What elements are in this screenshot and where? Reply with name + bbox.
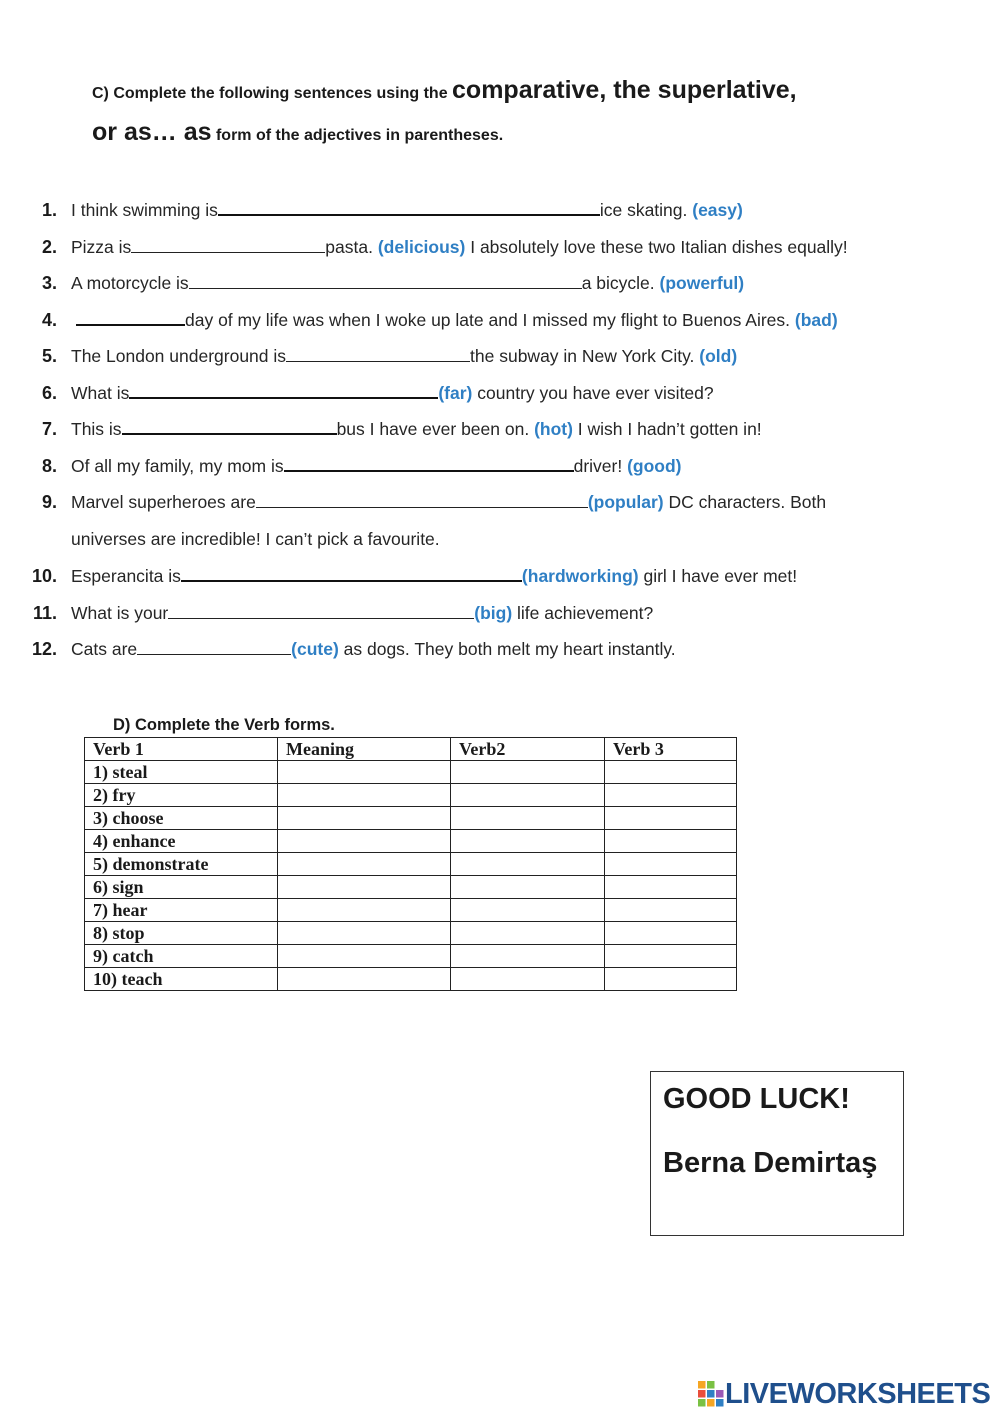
question-2	[0, 237, 1000, 267]
question-text-rest: I absolutely love these two Italian dishes equally!	[465, 237, 848, 257]
question-text-rest: country you have ever visited?	[472, 383, 714, 403]
question-1	[0, 200, 1000, 230]
answer-blank[interactable]	[122, 433, 337, 435]
verb3-cell[interactable]	[605, 945, 737, 968]
adjective-hint: (cute)	[291, 639, 339, 659]
question-text-after: driver!	[573, 456, 628, 476]
table-row	[85, 830, 737, 853]
question-text-before: This is	[71, 419, 122, 439]
question-text-rest: DC characters. Both	[663, 492, 827, 512]
answer-blank[interactable]	[137, 654, 291, 655]
verb1-cell: 2) fry	[85, 784, 278, 807]
table-row	[85, 876, 737, 899]
adjective-hint: (old)	[699, 346, 738, 366]
answer-blank[interactable]	[168, 618, 474, 619]
question-text-after: the subway in New York City.	[470, 346, 700, 366]
question-number: 10.	[31, 566, 57, 586]
question-text-before: The London underground is	[71, 346, 287, 366]
verb1-cell: 10) teach	[85, 968, 278, 991]
meaning-cell[interactable]	[278, 922, 451, 945]
section-c-title-part4: form of the adjectives in parentheses.	[211, 127, 504, 144]
adjective-hint: (easy)	[692, 200, 743, 220]
question-7	[0, 419, 1000, 449]
liveworksheets-logo-text: LIVEWORKSHEETS	[725, 1378, 991, 1410]
verb2-cell[interactable]	[451, 922, 605, 945]
verb2-cell[interactable]	[451, 945, 605, 968]
question-text-before: Esperancita is	[71, 566, 181, 586]
question-3	[0, 273, 1000, 303]
question-number: 5.	[41, 346, 57, 366]
question-number: 2.	[41, 237, 57, 257]
header-verb2: Verb2	[451, 738, 605, 761]
meaning-cell[interactable]	[278, 830, 451, 853]
verb2-cell[interactable]	[451, 830, 605, 853]
question-number: 4.	[41, 310, 57, 330]
answer-blank[interactable]	[129, 397, 438, 399]
verb2-cell[interactable]	[451, 968, 605, 991]
question-text-line2: universes are incredible! I can’t pick a favourite.	[71, 529, 440, 549]
verb3-cell[interactable]	[605, 830, 737, 853]
question-number: 7.	[41, 419, 57, 439]
question-text-rest: girl I have ever met!	[638, 566, 798, 586]
question-text-after: bus I have ever been on.	[336, 419, 535, 439]
adjective-hint: (bad)	[794, 310, 838, 330]
question-9	[0, 492, 1000, 522]
table-header-row	[85, 738, 737, 761]
table-row	[85, 899, 737, 922]
verb2-cell[interactable]	[451, 899, 605, 922]
answer-blank[interactable]	[218, 214, 600, 216]
question-text-rest: life achievement?	[512, 603, 654, 623]
meaning-cell[interactable]	[278, 784, 451, 807]
verb3-cell[interactable]	[605, 876, 737, 899]
answer-blank[interactable]	[284, 470, 574, 472]
verb3-cell[interactable]	[605, 853, 737, 876]
question-4	[0, 310, 1000, 340]
answer-blank[interactable]	[131, 252, 325, 253]
verb1-cell: 1) steal	[85, 761, 278, 784]
section-c-title-line2	[92, 118, 503, 147]
question-number: 6.	[41, 383, 57, 403]
question-number: 9.	[41, 492, 57, 512]
question-number: 12.	[31, 639, 57, 659]
section-d-title: D) Complete the Verb forms.	[113, 716, 335, 734]
answer-blank[interactable]	[256, 507, 588, 508]
question-text-after: ice skating.	[599, 200, 693, 220]
section-c-title-part2: comparative, the superlative,	[452, 76, 797, 104]
meaning-cell[interactable]	[278, 807, 451, 830]
verb1-cell: 5) demonstrate	[85, 853, 278, 876]
author-name: Berna Demirtaş	[663, 1147, 878, 1179]
verb2-cell[interactable]	[451, 784, 605, 807]
answer-blank[interactable]	[76, 324, 185, 326]
adjective-hint: (delicious)	[377, 237, 466, 257]
question-text-before: Marvel superheroes are	[71, 492, 256, 512]
table-row	[85, 968, 737, 991]
verb2-cell[interactable]	[451, 761, 605, 784]
answer-blank[interactable]	[181, 580, 522, 582]
verb3-cell[interactable]	[605, 899, 737, 922]
adjective-hint: (big)	[474, 603, 513, 623]
question-number: 11.	[32, 603, 57, 623]
verb3-cell[interactable]	[605, 807, 737, 830]
verb3-cell[interactable]	[605, 968, 737, 991]
meaning-cell[interactable]	[278, 876, 451, 899]
question-12	[0, 639, 1000, 669]
adjective-hint: (hot)	[534, 419, 573, 439]
section-c-title	[92, 76, 797, 105]
liveworksheets-mark-icon	[698, 1381, 724, 1407]
adjective-hint: (popular)	[587, 492, 664, 512]
question-number: 3.	[41, 273, 57, 293]
section-c-title-part1: C) Complete the following sentences using the	[92, 85, 453, 102]
table-row	[85, 784, 737, 807]
question-text-before: I think swimming is	[71, 200, 218, 220]
question-text-rest: I wish I hadn’t gotten in!	[572, 419, 762, 439]
question-text-before: What is your	[71, 603, 169, 623]
question-text-before: Pizza is	[71, 237, 132, 257]
verb2-cell[interactable]	[451, 876, 605, 899]
table-row	[85, 761, 737, 784]
verb1-cell: 7) hear	[85, 899, 278, 922]
table-row	[85, 807, 737, 830]
verb3-cell[interactable]	[605, 761, 737, 784]
verb1-cell: 6) sign	[85, 876, 278, 899]
verb1-cell: 3) choose	[85, 807, 278, 830]
question-6	[0, 383, 1000, 413]
meaning-cell[interactable]	[278, 899, 451, 922]
question-text-after: day of my life was when I woke up late and I missed my flight to Buenos Aires.	[185, 310, 795, 330]
verb3-cell[interactable]	[605, 922, 737, 945]
meaning-cell[interactable]	[278, 761, 451, 784]
section-c-title-part3: or as… as	[92, 118, 212, 146]
question-text-before: Cats are	[71, 639, 138, 659]
verb1-cell: 8) stop	[85, 922, 278, 945]
adjective-hint: (good)	[627, 456, 682, 476]
question-8	[0, 456, 1000, 486]
verb1-cell: 9) catch	[85, 945, 278, 968]
question-9-line-2	[0, 529, 1000, 559]
meaning-cell[interactable]	[278, 853, 451, 876]
verb3-cell[interactable]	[605, 784, 737, 807]
table-row	[85, 853, 737, 876]
verb2-cell[interactable]	[451, 853, 605, 876]
question-5	[0, 346, 1000, 376]
question-11	[0, 603, 1000, 633]
question-number: 1.	[41, 200, 57, 220]
verb1-cell: 4) enhance	[85, 830, 278, 853]
answer-blank[interactable]	[189, 288, 582, 289]
header-meaning: Meaning	[278, 738, 451, 761]
question-number: 8.	[41, 456, 57, 476]
question-text-after: a bicycle.	[581, 273, 660, 293]
answer-blank[interactable]	[286, 361, 470, 362]
good-luck-box	[650, 1071, 904, 1236]
header-verb1: Verb 1	[85, 738, 278, 761]
question-text-before: A motorcycle is	[71, 273, 189, 293]
adjective-hint: (hardworking)	[521, 566, 639, 586]
verb2-cell[interactable]	[451, 807, 605, 830]
table-row	[85, 922, 737, 945]
good-luck-text: GOOD LUCK!	[663, 1083, 850, 1115]
adjective-hint: (powerful)	[659, 273, 745, 293]
question-text-before: What is	[71, 383, 130, 403]
question-text-after: pasta.	[325, 237, 378, 257]
question-text-rest: as dogs. They both melt my heart instantly.	[338, 639, 676, 659]
meaning-cell[interactable]	[278, 945, 451, 968]
table-row	[85, 945, 737, 968]
verb-forms-table	[84, 737, 737, 991]
question-10	[0, 566, 1000, 596]
meaning-cell[interactable]	[278, 968, 451, 991]
adjective-hint: (far)	[438, 383, 473, 403]
question-text-before: Of all my family, my mom is	[71, 456, 284, 476]
header-verb3: Verb 3	[605, 738, 737, 761]
